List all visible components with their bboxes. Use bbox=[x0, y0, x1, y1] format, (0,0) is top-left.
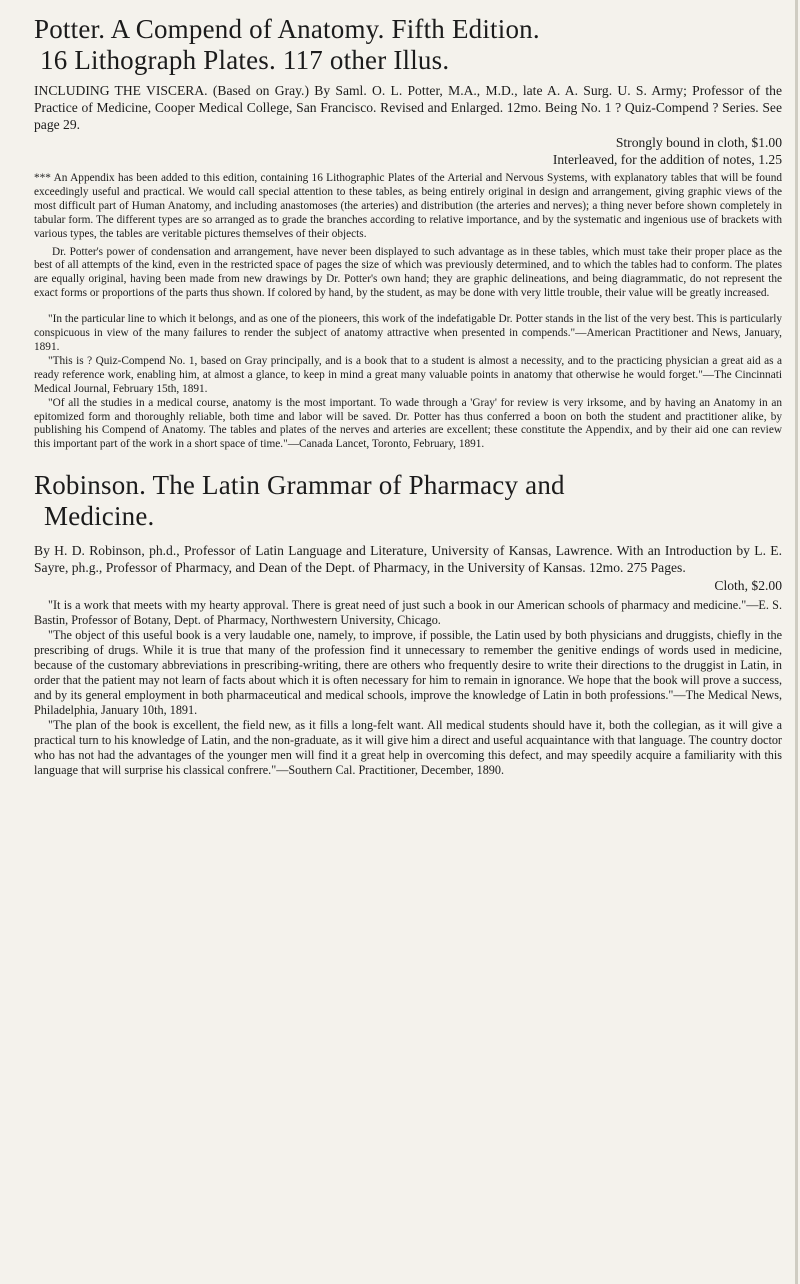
catalog-page bbox=[34, 14, 782, 778]
robinson-price: Cloth, $2.00 bbox=[714, 577, 782, 593]
potter-price-bound: Strongly bound in cloth, $1.00 bbox=[615, 134, 782, 150]
robinson-title-line-2: Medicine. bbox=[44, 501, 155, 532]
section-gap bbox=[34, 452, 782, 470]
robinson-title-line-1: Robinson. The Latin Grammar of Pharmacy and bbox=[34, 470, 565, 501]
potter-title-line-1: Potter. A Compend of Anatomy. Fifth Edition. bbox=[34, 14, 540, 44]
robinson-review-2: "The object of this useful book is a very laudable one, namely, to improve, if possible, the Latin used by both physicians and druggists, chiefly in the prescribing of drugs. While it is true that many of the profession find it unnecessary to remember the genitive endings of words used in medicine, because of the customary abbreviations in prescribing-writing, there are others who frequently desire to write their directions to the druggist in Latin, in order that the patient may not learn of facts about which it is often necessary for him to remain in ignorance. We hope that the book will prove a success, and by its general employment in both pharmaceutical and medical schools, improve the knowledge of Latin in both professions."—The Medical News, Philadelphia, January 10th, 1891. bbox=[34, 627, 782, 717]
robinson-review-3: "The plan of the book is excellent, the field new, as it fills a long-felt want. All medical students should have it, both the collegian, as it will give a practical turn to his knowledge of Latin, and the non-graduate, as it will give him a direct and useful acquaintance with that language. The country doctor who has not had the advantages of the younger men will find it a great help in overcoming this defect, and may speedily acquire a familiarity with this language that will surprise his classical confrere."—Southern Cal. Practitioner, December, 1890. bbox=[34, 717, 782, 777]
potter-entry bbox=[34, 14, 782, 452]
robinson-description: By H. D. Robinson, ph.d., Professor of Latin Language and Literature, University of Kansas, Lawrence. With an Introduction by L. E. Sayre, ph.g., Professor of Pharmacy, and Dean of the Dept. of Pharmacy, in the University of Kansas. 12mo. 275 Pages. bbox=[34, 543, 782, 576]
potter-review-3: "Of all the studies in a medical course, anatomy is the most important. To wade through a 'Gray' for review is very irksome, and by having an Anatomy in an epitomized form and thoroughly reliable, both time and labor will be saved. Dr. Potter has thus conferred a boon on both the student and practitioner alike, by publishing his Compend of Anatomy. The tables and plates of the nerves and arteries are excellent; these constitute the Appendix, and by their aid one can review this important part of the work in a short space of time."—Canada Lancet, Toronto, February, 1891. bbox=[34, 396, 782, 451]
potter-appendix-note: *** An Appendix has been added to this edition, containing 16 Lithographic Plates of the Arterial and Nervous Systems, with explanatory tables that will be found exceedingly useful and practical. We would call special attention to these tables, as being entirely original in design and arrangement, giving graphic views of the most difficult part of Human Anatomy, and including anastomoses (the arteries) and distribution (the arteries and nerves); a thing never before shown completely in tabular form. The different types are so arranged as to grade the branches according to relative importance, and by the systematic and ingenious use of brackets with various types, the tables are veritable pictures themselves of their objects. bbox=[34, 172, 782, 240]
potter-plates-note: Dr. Potter's power of condensation and arrangement, have never been displayed to such advantage as in these tables, which must take their proper place as the best of all attempts of the kind, even in the restricted space of pages the size of which was previously determined, and to which the tables had to conform. The plates are equally original, having been made from new drawings by Dr. Potter's own hand; they are graphic delineations, and being diagrammatic, do not represent the exact forms or proportions of the parts thus shown. If colored by hand, by the student, as may be done with very little trouble, their value will be greatly increased. bbox=[34, 245, 782, 300]
robinson-entry bbox=[34, 470, 782, 778]
potter-price-interleaved: Interleaved, for the addition of notes, 1.25 bbox=[552, 151, 782, 167]
potter-title-line-2: 16 Lithograph Plates. 117 other Illus. bbox=[40, 45, 450, 75]
robinson-review-1: "It is a work that meets with my hearty approval. There is great need of just such a book in our American schools of pharmacy and medicine."—E. S. Bastin, Professor of Botany, Dept. of Pharmacy, Northwestern University, Chicago. bbox=[34, 597, 782, 627]
potter-review-2: "This is ? Quiz-Compend No. 1, based on Gray principally, and is a book that to a student is almost a necessity, and to the practicing physician a great aid as a ready reference work, enabling him, at almost a glance, to keep in mind a great many valuable points in anatomy that otherwise he would forget."—The Cincinnati Medical Journal, February 15th, 1891. bbox=[34, 354, 782, 395]
page-edge-shadow bbox=[795, 0, 798, 1284]
potter-review-1: "In the particular line to which it belongs, and as one of the pioneers, this work of the indefatigable Dr. Potter stands in the list of the very best. This is particularly conspicuous in view of the many failures to render the subject of anatomy attractive when presented in compends."—American Practitioner and News, January, 1891. bbox=[34, 313, 782, 353]
potter-description: INCLUDING THE VISCERA. (Based on Gray.) By Saml. O. L. Potter, M.A., M.D., late A. A. Surg. U. S. Army; Professor of the Practice of Medicine, Cooper Medical College, San Francisco. Revised and Enlarged. 12mo. Being No. 1 ? Quiz-Compend ? Series. See page 29. bbox=[34, 83, 782, 133]
